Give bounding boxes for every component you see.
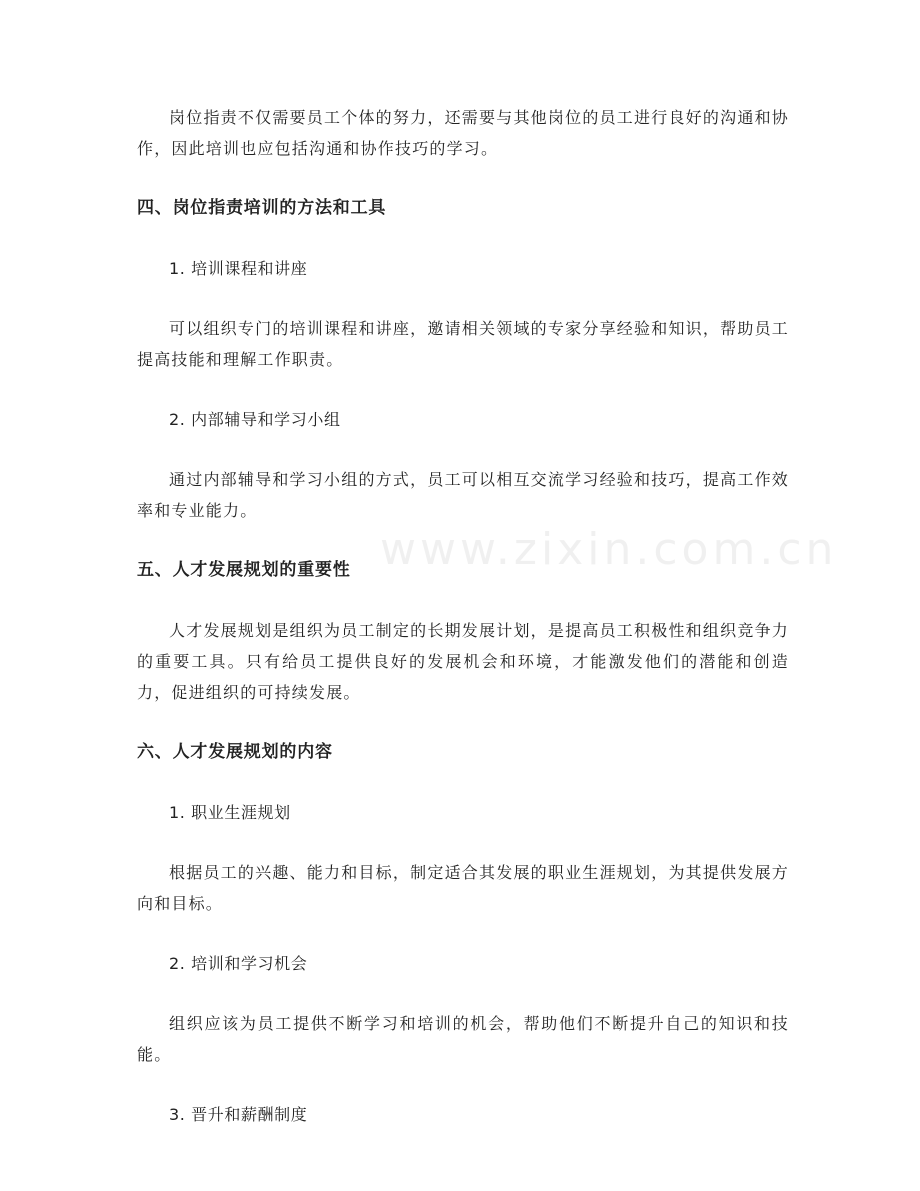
paragraph-talent-importance: 人才发展规划是组织为员工制定的长期发展计划，是提高员工积极性和组织竞争力的重要工具。只有给员工提供良好的发展机会和环境，才能激发他们的潜能和创造力，促进组织的可持续发展。: [137, 621, 789, 702]
paragraph-communication: 岗位指责不仅需要员工个体的努力，还需要与其他岗位的员工进行良好的沟通和协作，因此培训也应包括沟通和协作技巧的学习。: [137, 108, 789, 158]
subheading-career-planning: 1. 职业生涯规划: [169, 803, 291, 822]
section-heading-5: 五、人才发展规划的重要性: [137, 560, 351, 580]
watermark: www.zixin.com.cn: [380, 524, 838, 575]
paragraph-training-courses: 可以组织专门的培训课程和讲座，邀请相关领域的专家分享经验和知识，帮助员工提高技能和理解工作职责。: [137, 319, 789, 369]
document-body: [137, 102, 789, 1159]
section-heading-4: 四、岗位指责培训的方法和工具: [137, 198, 387, 218]
paragraph-career-planning: 根据员工的兴趣、能力和目标，制定适合其发展的职业生涯规划，为其提供发展方向和目标。: [137, 863, 789, 913]
subheading-learning-opportunities: 2. 培训和学习机会: [169, 954, 308, 973]
subheading-training-courses: 1. 培训课程和讲座: [169, 259, 308, 278]
subheading-internal-coaching: 2. 内部辅导和学习小组: [169, 410, 341, 429]
paragraph-learning-opportunities: 组织应该为员工提供不断学习和培训的机会，帮助他们不断提升自己的知识和技能。: [137, 1014, 789, 1064]
section-heading-6: 六、人才发展规划的内容: [137, 742, 333, 762]
paragraph-internal-coaching: 通过内部辅导和学习小组的方式，员工可以相互交流学习经验和技巧，提高工作效率和专业能力。: [137, 470, 789, 520]
subheading-promotion-pay: 3. 晋升和薪酬制度: [169, 1105, 308, 1124]
